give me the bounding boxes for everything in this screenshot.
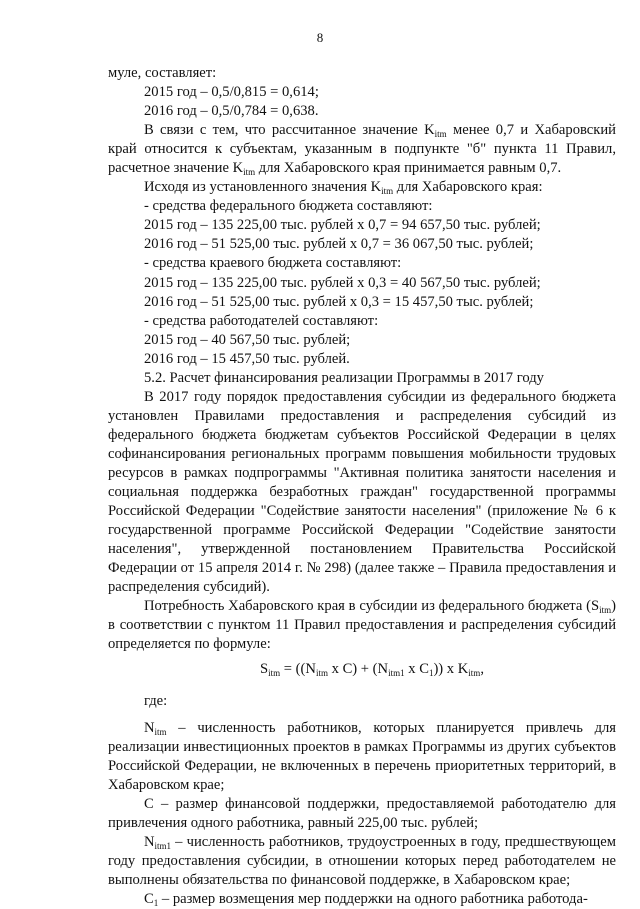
calc-line: 2016 год – 15 457,50 тыс. рублей. <box>144 350 350 367</box>
list-item: - средства работодателей составляют: <box>144 312 379 329</box>
paragraph: Потребность Хабаровского края в субсидии из федерального бюджета $(S_{itm})$ в соответствии с пунктом 11 Правил предоставления и распределения субсидий определяется по формуле: <box>108 598 616 653</box>
calc-line: 2016 год – 51 525,00 тыс. рублей х 0,7 = 36 067,50 тыс. рублей; <box>144 236 534 253</box>
where-label: где: <box>144 692 168 709</box>
list-item: - средства федерального бюджета составляют: <box>144 198 433 215</box>
paragraph: Исходя из установленного значения $K_{itm}$ для Хабаровского края: <box>144 179 543 197</box>
calc-line: 2015 год – 135 225,00 тыс. рублей х 0,7 = 94 657,50 тыс. рублей; <box>144 217 541 234</box>
definition: С – размер финансовой поддержки, предоставляемой работодателю для привлечения одного работника, равный 225,00 тыс. рублей; <box>108 795 616 831</box>
calc-line: 2015 год – 40 567,50 тыс. рублей; <box>144 331 351 348</box>
section-heading: 5.2. Расчет финансирования реализации Программы в 2017 году <box>144 369 544 386</box>
list-item: - средства краевого бюджета составляют: <box>144 255 402 272</box>
calc-line: 2016 год – 51 525,00 тыс. рублей х 0,3 = 15 457,50 тыс. рублей; <box>144 293 534 310</box>
document-body <box>108 64 616 909</box>
definition: $N_{itm1}$ – численность работников, трудоустроенных в году, предшествующем году предоставления субсидии, в отношении которых перед работодателем не выполнены обязательства по финансовой поддержке, в Хабаровском крае; <box>108 833 616 888</box>
calc-line: 2015 год – 0,5/0,815 = 0,614; <box>144 84 319 101</box>
definition: $C_1$ – размер возмещения мер поддержки на одного работника работода- <box>144 890 588 908</box>
calc-line: 2015 год – 135 225,00 тыс. рублей х 0,3 = 40 567,50 тыс. рублей; <box>144 274 541 291</box>
paragraph: В 2017 году порядок предоставления субсидии из федерального бюджета установлен Правилами предоставления и распределения субсидий из федерального бюджета бюджетам субъектов Российской Федерации в целях софинансирования региональных программ повышения мобильности трудовых ресурсов в рамках подпрограммы "Активная политика занятости населения и социальная поддержка безработных граждан" государственной программы Российской Федерации "Содействие занятости населения" (приложение № 6 к государственной программе Российской Федерации "Содействие занятости населения", утвержденной постановлением Правительства Российской Федерации от 15 апреля 2014 г. № 298) (далее также – Правила предоставления и распределения субсидий). <box>108 388 616 596</box>
paragraph: В связи с тем, что рассчитанное значение $K_{itm}$ менее 0,7 и Хабаровский край относится к субъектам, указанным в подпункте "б" пункта 11 Правил, расчетное значение $K_{itm}$ для Хабаровского края принимается равным 0,7. <box>108 122 616 178</box>
page-number: 8 <box>316 30 324 45</box>
calc-line: 2016 год – 0,5/0,784 = 0,638. <box>144 103 319 120</box>
definition: $N_{itm}$ – численность работников, которых планируется привлечь для реализации инвестиционных проектов в рамках Программы из других субъектов Российской Федерации, не включенных в перечень приоритетных территорий, в Хабаровском крае; <box>108 719 616 793</box>
paragraph: муле, составляет: <box>108 65 217 81</box>
formula: $S_{itm} = ((N_{itm}$ x $C) + (N_{itm1}$ x $C_1$)) x $K_{itm}$, <box>260 661 484 679</box>
